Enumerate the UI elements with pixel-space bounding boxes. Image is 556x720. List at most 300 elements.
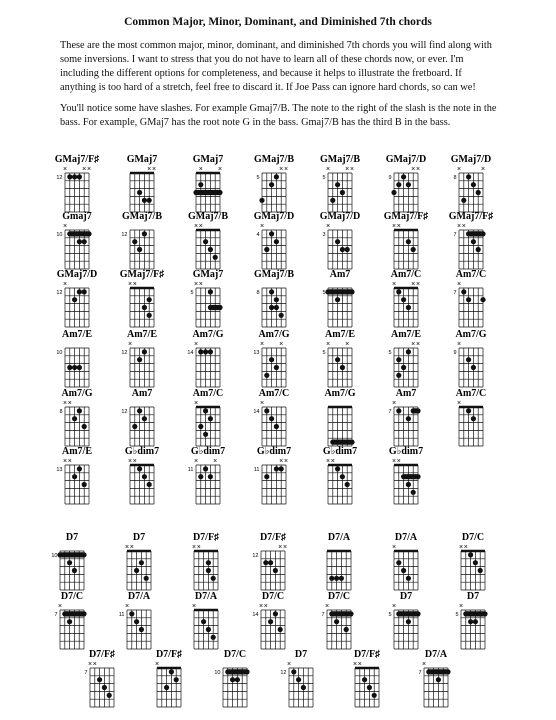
muted-string-mark: × [411, 341, 416, 348]
chord-diagram [321, 591, 353, 649]
chord-name: D7 [399, 591, 413, 602]
finger-dot [471, 239, 476, 244]
finger-dot [274, 297, 279, 302]
finger-dot [372, 693, 377, 698]
finger-dot [264, 373, 269, 378]
chord-name: GMaj7/B [254, 269, 294, 280]
chord-diagram [192, 532, 219, 590]
finger-dot [461, 198, 466, 203]
chord-name: GMaj7/D [450, 154, 492, 165]
finger-dot [401, 365, 406, 370]
muted-string-mark: × [198, 281, 203, 288]
muted-string-mark: × [330, 458, 335, 465]
muted-string-mark: × [127, 458, 133, 465]
chord-name: GMaj7/D [56, 269, 98, 280]
fret-number-label: 10 [214, 669, 221, 676]
fret-number-label: 13 [253, 349, 260, 356]
chord-diagram [320, 154, 360, 212]
finger-dot [396, 357, 401, 362]
fret-number-label: 7 [418, 669, 422, 676]
fret-number-label: 8 [256, 289, 260, 296]
chord-diagram [56, 269, 97, 327]
muted-string-mark: × [352, 661, 358, 668]
muted-string-mark: × [480, 166, 486, 173]
chord-name: Am7/G [258, 329, 290, 340]
fret-number-label: 14 [252, 611, 259, 618]
fret-number-label: 12 [280, 669, 287, 676]
muted-string-mark: × [62, 223, 68, 230]
chord-diagram [323, 446, 357, 504]
chord-diagram [56, 211, 91, 269]
chord-diagram [51, 532, 86, 590]
finger-dot [203, 466, 208, 471]
finger-dot [274, 466, 279, 471]
finger-dot [201, 619, 206, 624]
finger-dot [142, 474, 147, 479]
muted-string-mark: × [132, 458, 137, 465]
finger-dot [274, 424, 279, 429]
fret-number-label: 11 [118, 611, 125, 618]
muted-string-mark: × [278, 544, 283, 551]
chord-name: Am7/G [455, 329, 487, 340]
fret-number-label: 14 [253, 408, 260, 415]
fret-number-label: 10 [51, 552, 58, 559]
finger-dot [274, 305, 279, 310]
chord-diagram [455, 591, 487, 649]
finger-dot [72, 474, 77, 479]
muted-string-mark: × [461, 223, 466, 230]
muted-string-mark: × [345, 341, 350, 348]
finger-dot [279, 466, 284, 471]
chord-diagram [254, 154, 294, 212]
finger-dot [206, 560, 211, 565]
finger-dot [471, 182, 476, 187]
fret-number-label: 12 [121, 231, 128, 238]
muted-string-mark: × [67, 458, 72, 465]
chord-name: Am7/E [62, 329, 92, 340]
finger-dot [478, 568, 483, 573]
muted-string-mark: × [411, 281, 416, 288]
finger-dot [77, 239, 82, 244]
finger-dot [274, 239, 279, 244]
chord-name: GMaj7/F♯ [448, 211, 494, 222]
finger-dot [473, 560, 478, 565]
chord-diagram [125, 532, 151, 590]
fret-number-label: 4 [256, 231, 260, 238]
finger-dot [203, 349, 208, 354]
finger-dot [97, 677, 102, 682]
finger-dot [206, 568, 211, 573]
finger-dot [259, 198, 264, 203]
finger-dot [406, 182, 411, 187]
chord-diagram [54, 591, 86, 649]
chord-name: D7/F♯ [259, 532, 287, 543]
chord-diagram [449, 211, 493, 269]
muted-string-mark: × [191, 544, 197, 551]
muted-string-mark: × [421, 661, 427, 668]
muted-string-mark: × [415, 166, 421, 173]
chord-name: Am7/C [390, 269, 422, 280]
finger-dot [142, 349, 147, 354]
finger-dot [211, 635, 216, 640]
finger-dot [269, 357, 274, 362]
finger-dot [134, 619, 139, 624]
page-title: Common Major, Minor, Dominant, and Diminished 7th chords [124, 16, 432, 28]
muted-string-mark: × [279, 458, 284, 465]
fret-number-label: 5 [322, 174, 326, 181]
fret-number-label: 10 [56, 349, 63, 356]
chord-name: G♭dim7 [256, 446, 292, 457]
finger-dot [406, 482, 411, 487]
fret-number-label: 7 [321, 611, 325, 618]
fret-number-label: 12 [56, 289, 63, 296]
finger-dot [335, 182, 340, 187]
fret-number-label: 3 [322, 231, 326, 238]
finger-dot [77, 174, 82, 179]
finger-dot [211, 576, 216, 581]
chord-name: GMaj7 [126, 154, 158, 165]
finger-dot [344, 627, 349, 632]
finger-dot [72, 568, 77, 573]
finger-dot [406, 305, 411, 310]
finger-dot [345, 247, 350, 252]
chord-name: D7/A [424, 649, 448, 660]
finger-dot [406, 576, 411, 581]
finger-dot [208, 416, 213, 421]
muted-string-mark: × [62, 281, 68, 288]
finger-dot [147, 297, 152, 302]
barre-mark [463, 611, 487, 616]
finger-dot [174, 677, 179, 682]
chord-diagram [418, 649, 450, 707]
finger-dot [264, 247, 269, 252]
muted-string-mark: × [324, 603, 330, 610]
muted-string-mark: × [193, 341, 199, 348]
muted-string-mark: × [87, 661, 93, 668]
chord-name: D7/F♯ [88, 649, 116, 660]
chord-name: GMaj7/D [253, 211, 295, 222]
chord-diagram [188, 446, 225, 504]
muted-string-mark: × [62, 458, 68, 465]
chord-name: Am7/C [258, 388, 290, 399]
chord-name: D7/A [194, 591, 218, 602]
chord-name: GMaj7 [192, 154, 224, 165]
chord-diagram [120, 269, 164, 327]
finger-dot [208, 474, 213, 479]
chord-name: D7/F♯ [192, 532, 220, 543]
barre-mark [466, 231, 486, 236]
barre-mark [426, 669, 450, 674]
finger-dot [274, 174, 279, 179]
finger-dot [72, 365, 77, 370]
fret-number-label: 5 [388, 611, 392, 618]
chord-diagram [193, 154, 224, 212]
muted-string-mark: × [147, 166, 152, 173]
chord-name: G♭dim7 [124, 446, 160, 457]
chord-name: Am7 [329, 269, 351, 280]
fret-number-label: 7 [453, 231, 457, 238]
finger-dot [164, 685, 169, 690]
chord-diagram [388, 329, 421, 387]
chord-diagram [192, 591, 218, 649]
finger-dot [340, 247, 345, 252]
finger-dot [213, 305, 218, 310]
chord-name: Am7/E [391, 329, 421, 340]
chord-diagram [84, 649, 115, 707]
finger-dot [77, 408, 82, 413]
chord-diagram [121, 211, 162, 269]
fret-number-label: 13 [56, 466, 63, 473]
muted-string-mark: × [456, 223, 462, 230]
finger-dot [72, 416, 77, 421]
muted-string-mark: × [411, 166, 416, 173]
chord-diagram [187, 329, 223, 387]
muted-string-mark: × [349, 166, 355, 173]
muted-string-mark: × [415, 281, 421, 288]
chord-diagram [324, 388, 355, 446]
muted-string-mark: × [415, 341, 421, 348]
fret-number-label: 12 [121, 408, 128, 415]
muted-string-mark: × [198, 223, 203, 230]
finger-dot [67, 560, 72, 565]
chord-name: D7 [294, 649, 308, 660]
chord-name: D7 [132, 532, 146, 543]
chord-name: GMaj7/D [319, 211, 361, 222]
finger-dot [396, 560, 401, 565]
finger-dot [208, 247, 213, 252]
muted-string-mark: × [458, 603, 464, 610]
muted-string-mark: × [391, 603, 397, 610]
finger-dot [82, 482, 87, 487]
chord-diagram [322, 269, 354, 327]
finger-dot [137, 408, 142, 413]
finger-dot [269, 231, 274, 236]
chord-diagram [190, 269, 223, 327]
barre-mark [225, 669, 249, 674]
finger-dot [67, 365, 72, 370]
chord-diagram [188, 211, 228, 269]
barre-mark [325, 289, 354, 294]
finger-dot [142, 416, 147, 421]
finger-dot [137, 190, 142, 195]
chord-name: Am7/C [455, 269, 487, 280]
chord-name: Am7/C [192, 388, 224, 399]
chord-name: D7/F♯ [353, 649, 381, 660]
finger-dot [144, 576, 149, 581]
slash-note-text: You'll notice some have slashes. For example Gmaj7/B. The note to the right of the slash is the note in the bass. For example, GMaj7 has the root note G in the bass. Gmaj7/B has the third B in the bass. [60, 103, 497, 128]
chord-diagram [389, 446, 423, 504]
finger-dot [142, 305, 147, 310]
chord-name: Am7 [131, 388, 153, 399]
fret-number-label: 7 [54, 611, 58, 618]
muted-string-mark: × [82, 166, 87, 173]
chord-diagram [127, 154, 158, 212]
finger-dot [230, 677, 235, 682]
chord-diagram [459, 532, 485, 590]
chord-name: G♭dim7 [322, 446, 358, 457]
muted-string-mark: × [396, 223, 401, 230]
finger-dot [263, 560, 268, 565]
chord-diagram [121, 388, 154, 446]
finger-dot [468, 619, 473, 624]
fret-number-label: 10 [56, 231, 63, 238]
muted-string-mark: × [325, 166, 331, 173]
finger-dot [269, 289, 274, 294]
muted-string-mark: × [357, 661, 362, 668]
chord-name: Am7/E [325, 329, 355, 340]
finger-dot [401, 568, 406, 573]
finger-dot [203, 239, 208, 244]
finger-dot [401, 297, 406, 302]
finger-dot [77, 289, 82, 294]
finger-dot [273, 611, 278, 616]
muted-string-mark: × [92, 661, 97, 668]
muted-string-mark: × [217, 166, 223, 173]
finger-dot [147, 198, 152, 203]
finger-dot [396, 182, 401, 187]
finger-dot [107, 693, 112, 698]
muted-string-mark: × [196, 544, 201, 551]
chord-name: G♭dim7 [388, 446, 424, 457]
fret-number-label: 9 [388, 174, 392, 181]
chord-diagram [391, 269, 422, 327]
chord-diagram [388, 591, 420, 649]
intro-text: These are the most common major, minor, dominant, and diminished 7th chords you will find along with some inversions. I want to stress that you do not have to learn all of these chords now, or ever. I'm including the different options for completeness, and because it helps to illustrate the fretboard. If anything is too hard of a stretch, feel free to discard it. If Joe Pass can ignore hard chords, so can we! [60, 40, 492, 93]
muted-string-mark: × [286, 661, 292, 668]
chord-name: D7/C [461, 532, 485, 543]
chord-diagram [388, 388, 420, 446]
finger-dot [147, 482, 152, 487]
finger-dot [208, 289, 213, 294]
chord-name: D7/F♯ [155, 649, 183, 660]
muted-string-mark: × [259, 223, 265, 230]
chord-name: D7/A [327, 532, 351, 543]
muted-string-mark: × [391, 544, 397, 551]
finger-dot [82, 239, 87, 244]
finger-dot [82, 424, 87, 429]
muted-string-mark: × [193, 223, 199, 230]
finger-dot [334, 619, 339, 624]
chord-diagram [121, 329, 157, 387]
finger-dot [396, 408, 401, 413]
finger-dot [268, 619, 273, 624]
muted-string-mark: × [456, 166, 462, 173]
chord-diagram [322, 329, 355, 387]
fret-number-label: 12 [252, 552, 259, 559]
chord-name: D7 [65, 532, 79, 543]
chord-diagram [386, 154, 427, 212]
fret-number-label: 7 [453, 289, 457, 296]
fret-number-label: 11 [187, 466, 194, 473]
finger-dot [169, 669, 174, 674]
chord-diagram [125, 446, 159, 504]
chord-name: G♭dim7 [190, 446, 226, 457]
chord-diagram [56, 446, 92, 504]
muted-string-mark: × [191, 603, 197, 610]
finger-dot [132, 424, 137, 429]
chord-diagram [55, 154, 99, 212]
finger-dot [476, 247, 481, 252]
finger-dot [273, 568, 278, 573]
finger-dot [203, 432, 208, 437]
muted-string-mark: × [396, 458, 401, 465]
finger-dot [480, 297, 485, 302]
chord-diagram [252, 591, 285, 649]
finger-dot [72, 174, 77, 179]
chord-diagram [59, 388, 92, 446]
finger-dot [264, 408, 269, 413]
muted-string-mark: × [193, 458, 199, 465]
finger-dot [401, 174, 406, 179]
finger-dot [235, 677, 240, 682]
finger-dot [340, 365, 345, 370]
chord-name: GMaj7/D [385, 154, 427, 165]
finger-dot [334, 576, 339, 581]
muted-string-mark: × [193, 281, 199, 288]
chord-name: GMaj7/B [188, 211, 228, 222]
finger-dot [268, 560, 273, 565]
chord-name: D7/A [127, 591, 151, 602]
barre-mark [67, 231, 91, 236]
fret-number-label: 7 [84, 669, 88, 676]
fret-number-label: 8 [59, 408, 63, 415]
fret-number-label: 5 [322, 349, 326, 356]
finger-dot [345, 482, 350, 487]
finger-dot [471, 365, 476, 370]
barre-mark [329, 611, 353, 616]
finger-dot [296, 677, 301, 682]
chord-name: GMaj7/B [320, 154, 360, 165]
chord-diagram [253, 388, 289, 446]
finger-dot [102, 685, 107, 690]
muted-string-mark: × [62, 400, 68, 407]
chord-name: D7/C [261, 591, 285, 602]
finger-dot [278, 627, 283, 632]
finger-dot [198, 349, 203, 354]
barre-mark [330, 440, 354, 445]
chord-diagram [384, 211, 428, 269]
finger-dot [213, 255, 218, 260]
muted-string-mark: × [456, 341, 462, 348]
muted-string-mark: × [456, 281, 462, 288]
muted-string-mark: × [325, 341, 331, 348]
chord-diagram [456, 388, 487, 446]
finger-dot [411, 490, 416, 495]
finger-dot [142, 231, 147, 236]
chord-diagram [254, 269, 294, 327]
chord-diagram [253, 329, 289, 387]
finger-dot [264, 474, 269, 479]
finger-dot [301, 685, 306, 690]
barre-mark [411, 408, 421, 413]
finger-dot [468, 552, 473, 557]
fret-number-label: 5 [388, 349, 392, 356]
finger-dot [203, 408, 208, 413]
chord-diagram [254, 446, 291, 504]
muted-string-mark: × [67, 400, 72, 407]
finger-dot [476, 190, 481, 195]
chord-name: GMaj7/F♯ [54, 154, 100, 165]
finger-dot [142, 198, 147, 203]
muted-string-mark: × [259, 400, 265, 407]
finger-dot [461, 289, 466, 294]
fret-number-label: 8 [453, 174, 457, 181]
finger-dot [137, 247, 142, 252]
finger-dot [139, 627, 144, 632]
muted-string-mark: × [129, 544, 134, 551]
finger-dot [330, 198, 335, 203]
muted-string-mark: × [127, 281, 133, 288]
